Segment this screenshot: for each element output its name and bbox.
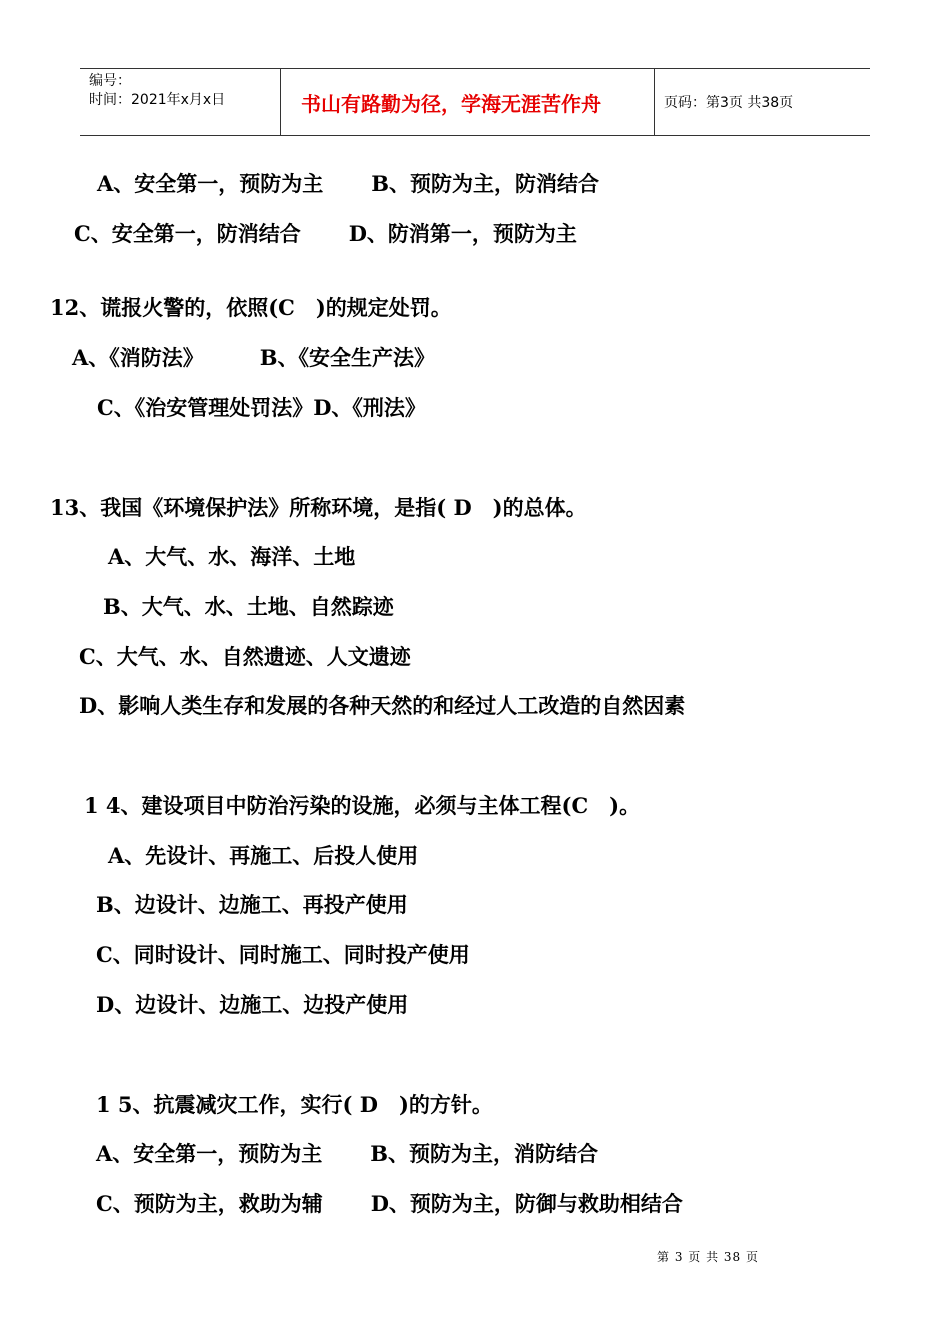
header-date-label: 时间：2021年x月x日	[89, 92, 226, 108]
q11-options-ab	[97, 170, 599, 198]
q13-option-c: C、大气、水、自然遗迹、人文遗迹	[79, 644, 411, 669]
q12-question: 12、谎报火警的，依照(C )的规定处罚。	[50, 295, 452, 320]
q15-options-cd	[96, 1190, 683, 1218]
q11-option-c: C、安全第一，防消结合	[74, 221, 301, 246]
header-page-label: 页码：第3页 共38页	[664, 95, 794, 111]
q14-question: 1 4、建设项目中防治污染的设施，必须与主体工程(C )。	[84, 793, 641, 818]
header-meta	[80, 69, 281, 135]
page-footer: 第 3 页 共 38 页	[657, 1250, 759, 1264]
q11-option-b: B、预防为主，防消结合	[371, 171, 600, 196]
q14-option-b: B、边设计、边施工、再投产使用	[96, 892, 408, 917]
q15-question: 1 5、抗震减灾工作，实行( D )的方针。	[96, 1092, 493, 1117]
q14-option-c: C、同时设计、同时施工、同时投产使用	[96, 942, 470, 967]
page-header	[80, 68, 870, 136]
q15-options-ab	[96, 1140, 598, 1168]
q15-option-c: C、预防为主，救助为辅	[96, 1191, 323, 1216]
header-page-cell	[655, 69, 870, 135]
q15-option-d: D、预防为主，防御与救助相结合	[370, 1191, 683, 1216]
q11-option-a: A、安全第一，预防为主	[97, 171, 324, 196]
header-motto-cell	[281, 69, 655, 135]
q11-options-cd	[74, 220, 577, 248]
q15-option-b: B、预防为主，消防结合	[370, 1141, 599, 1166]
q12-option-b: B、《安全生产法》	[259, 345, 436, 370]
q14-option-d: D、边设计、边施工、边投产使用	[96, 992, 409, 1017]
q13-option-a: A、大气、水、海洋、土地	[108, 544, 356, 569]
q13-option-d: D、影响人类生存和发展的各种天然的和经过人工改造的自然因素	[79, 693, 686, 718]
q12-option-a: A、《消防法》	[72, 345, 204, 370]
header-number-label: 编号：	[89, 73, 131, 89]
q11-option-d: D、防消第一，预防为主	[348, 221, 577, 246]
q13-question: 13、我国《环境保护法》所称环境，是指( D )的总体。	[50, 495, 587, 520]
q15-option-a: A、安全第一，预防为主	[96, 1141, 323, 1166]
q14-option-a: A、先设计、再施工、后投人使用	[108, 843, 419, 868]
q12-options-cd: C、《治安管理处罚法》D、《刑法》	[97, 395, 426, 420]
q13-option-b: B、大气、水、土地、自然踪迹	[103, 594, 394, 619]
q12-options-ab	[72, 344, 435, 372]
header-motto: 书山有路勤为径，学海无涯苦作舟	[301, 91, 601, 116]
